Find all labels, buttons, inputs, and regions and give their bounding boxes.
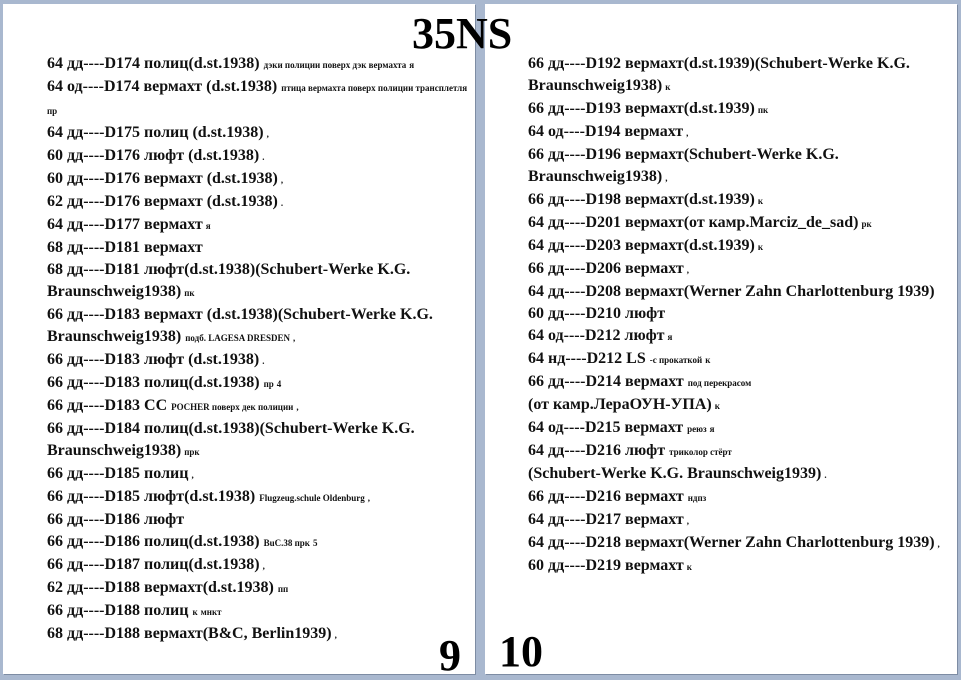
entry-text: 64 дд----D174 полиц(d.st.1938): [47, 55, 260, 72]
entry-mark: 5: [312, 538, 318, 548]
entry-text: 60 дд----D219 вермахт: [528, 557, 684, 574]
list-item: [528, 189, 948, 212]
entry-mark: 4: [276, 379, 282, 389]
entry-text: 60 дд----D176 люфт (d.st.1938): [47, 147, 260, 164]
entry-note: POCHER поверх дек полиции: [171, 402, 294, 412]
entry-text: 66 дд----D196 вермахт(Schubert-Werke K.G. Braunschweig1938): [528, 146, 839, 185]
entry-mark: прк: [184, 447, 200, 457]
list-item: [528, 348, 948, 371]
entry-text: 66 дд----D183 полиц(d.st.1938): [47, 374, 260, 391]
entry-text: 66 дд----D192 вермахт(d.st.1939)(Schubert-Werke K.G. Braunschweig1938): [528, 55, 910, 94]
entry-text: 60 дд----D176 вермахт (d.st.1938): [47, 170, 278, 187]
entry-text: 64 од----D212 люфт: [528, 327, 665, 344]
entry-mark: я: [709, 424, 715, 434]
entry-text: 64 дд----D216 люфт: [528, 442, 666, 459]
list-item: [47, 418, 472, 463]
entry-note: подб. LAGESA DRESDEN: [185, 333, 290, 343]
entry-mark: ,: [296, 402, 299, 412]
entry-text: (Schubert-Werke K.G. Braunschweig1939): [528, 465, 822, 482]
list-item: [528, 440, 948, 463]
list-item: [47, 168, 472, 191]
list-item: [47, 191, 472, 214]
entry-text: 68 дд----D181 вермахт: [47, 239, 203, 256]
entry-note: -с прокаткой: [649, 355, 703, 365]
entry-note: под перекрасом: [687, 378, 752, 388]
entry-note: триколор стёрт: [669, 447, 732, 457]
entry-mark: .: [262, 356, 265, 366]
entry-note: ндпз: [687, 493, 707, 503]
entry-text: 68 дд----D188 вермахт(B&C, Berlin1939): [47, 625, 332, 642]
list-item: [528, 235, 948, 258]
entry-mark: я: [409, 60, 415, 70]
entry-mark: ,: [686, 128, 689, 138]
entry-text: 66 дд----D187 полиц(d.st.1938): [47, 556, 260, 573]
entry-text: 66 дд----D183 вермахт (d.st.1938)(Schubert-Werke K.G. Braunschweig1938): [47, 306, 433, 345]
entry-note: реюз: [687, 424, 707, 434]
entry-mark: я: [667, 332, 673, 342]
entry-note: к: [192, 607, 198, 617]
entry-list-left: [47, 53, 472, 646]
list-item: [47, 122, 472, 145]
entry-mark: ,: [293, 333, 296, 343]
list-item: [47, 76, 472, 122]
entry-text: 62 дд----D188 вермахт(d.st.1938): [47, 579, 274, 596]
list-item: [47, 531, 472, 554]
list-item: [528, 486, 948, 509]
entry-mark: к: [757, 196, 763, 206]
entry-text: 64 од----D215 вермахт: [528, 419, 684, 436]
entry-text: 66 дд----D185 полиц: [47, 465, 189, 482]
list-item: [528, 325, 948, 348]
list-item: [528, 463, 948, 486]
page-left: [3, 4, 475, 680]
list-item: [47, 463, 472, 486]
entry-mark: .: [280, 198, 284, 208]
entry-text: 66 дд----D188 полиц: [47, 602, 189, 619]
entry-text: 64 од----D194 вермахт: [528, 123, 684, 140]
document-title: 35NS: [412, 9, 513, 58]
list-item: [47, 237, 472, 259]
list-item: [47, 53, 472, 76]
list-item: [528, 258, 948, 281]
entry-mark: ,: [266, 129, 269, 139]
entry-text: 64 дд----D208 вермахт(Werner Zahn Charlottenburg 1939): [528, 283, 935, 300]
entry-mark: .: [824, 470, 827, 480]
page-right: [485, 4, 957, 674]
entry-note: BuC.38 прк: [263, 538, 310, 548]
entry-mark: .: [262, 152, 265, 162]
list-item: [47, 304, 472, 349]
entry-mark: ,: [334, 630, 337, 640]
entry-text: 64 дд----D217 вермахт: [528, 511, 684, 528]
list-item: [47, 372, 472, 395]
entry-mark: ,: [686, 265, 689, 275]
entry-mark: ,: [367, 493, 370, 503]
entry-text: 66 дд----D183 люфт (d.st.1938): [47, 351, 260, 368]
entry-text: 66 дд----D185 люфт(d.st.1938): [47, 488, 256, 505]
entry-note: пп: [277, 584, 289, 594]
entry-mark: к: [757, 242, 763, 252]
entry-mark: мнкт: [200, 607, 222, 617]
list-item: [528, 555, 948, 578]
list-item: [47, 600, 472, 623]
list-item: [528, 281, 948, 303]
entry-mark: ,: [191, 470, 194, 480]
list-item: [528, 303, 948, 325]
entry-text: 66 дд----D186 полиц(d.st.1938): [47, 533, 260, 550]
list-item: [528, 53, 948, 98]
entry-text: 66 дд----D193 вермахт(d.st.1939): [528, 100, 755, 117]
list-item: [528, 212, 948, 235]
list-item: [528, 144, 948, 189]
list-item: [528, 394, 948, 417]
entry-text: 66 дд----D214 вермахт: [528, 373, 684, 390]
entry-mark: я: [205, 221, 211, 231]
page-number: 10: [499, 627, 543, 676]
entry-mark: пк: [184, 288, 195, 298]
page-number: 9: [439, 631, 461, 680]
entry-text: 66 дд----D216 вермахт: [528, 488, 684, 505]
list-item: [47, 486, 472, 509]
entry-note: Flugzeug.schule Oldenburg: [259, 493, 365, 503]
entry-text: 68 дд----D181 люфт(d.st.1938)(Schubert-Werke K.G. Braunschweig1938): [47, 261, 411, 300]
entry-mark: ,: [937, 539, 940, 549]
list-item: [47, 145, 472, 168]
list-item: [528, 532, 948, 555]
entry-text: 66 дд----D184 полиц(d.st.1938)(Schubert-Werke K.G. Braunschweig1938): [47, 420, 415, 459]
entry-mark: к: [686, 562, 692, 572]
entry-note: птица вермахта поверх полиции трансплетля пр: [47, 83, 468, 116]
entry-text: (от камр.ЛераОУН-УПА): [528, 396, 712, 413]
entry-text: 66 дд----D183 СС: [47, 397, 168, 414]
entry-text: 64 од----D174 вермахт (d.st.1938): [47, 78, 278, 95]
entry-text: 60 дд----D210 люфт: [528, 305, 666, 322]
entry-text: 62 дд----D176 вермахт (d.st.1938): [47, 193, 278, 210]
list-item: [47, 509, 472, 531]
list-item: [47, 259, 472, 304]
entry-text: 66 дд----D186 люфт: [47, 511, 185, 528]
entry-list-right: [528, 53, 948, 578]
list-item: [47, 623, 472, 646]
entry-mark: ,: [280, 175, 284, 185]
entry-text: 64 дд----D175 полиц (d.st.1938): [47, 124, 264, 141]
entry-mark: ,: [686, 516, 689, 526]
entry-text: 64 дд----D201 вермахт(от камр.Marciz_de_sad): [528, 214, 859, 231]
entry-mark: к: [705, 355, 711, 365]
list-item: [47, 395, 472, 418]
entry-text: 66 дд----D198 вермахт(d.st.1939): [528, 191, 755, 208]
entry-text: 64 дд----D218 вермахт(Werner Zahn Charlottenburg 1939): [528, 534, 935, 551]
list-item: [528, 417, 948, 440]
entry-text: 64 дд----D177 вермахт: [47, 216, 203, 233]
list-item: [528, 121, 948, 144]
list-item: [47, 214, 472, 237]
list-item: [47, 577, 472, 600]
entry-mark: к: [714, 401, 720, 411]
entry-mark: ,: [665, 173, 668, 183]
entry-text: 64 нд----D212 LS: [528, 350, 646, 367]
list-item: [528, 98, 948, 121]
entry-mark: рк: [861, 219, 872, 229]
entry-text: 66 дд----D206 вермахт: [528, 260, 684, 277]
entry-note: дэки полиции поверх дэк вермахта: [263, 60, 407, 70]
entry-note: пр: [263, 379, 274, 389]
entry-mark: к: [665, 82, 671, 92]
list-item: [528, 509, 948, 532]
list-item: [47, 554, 472, 577]
entry-text: 64 дд----D203 вермахт(d.st.1939): [528, 237, 755, 254]
entry-mark: ,: [262, 561, 265, 571]
list-item: [528, 371, 948, 394]
entry-mark: пк: [757, 105, 769, 115]
list-item: [47, 349, 472, 372]
